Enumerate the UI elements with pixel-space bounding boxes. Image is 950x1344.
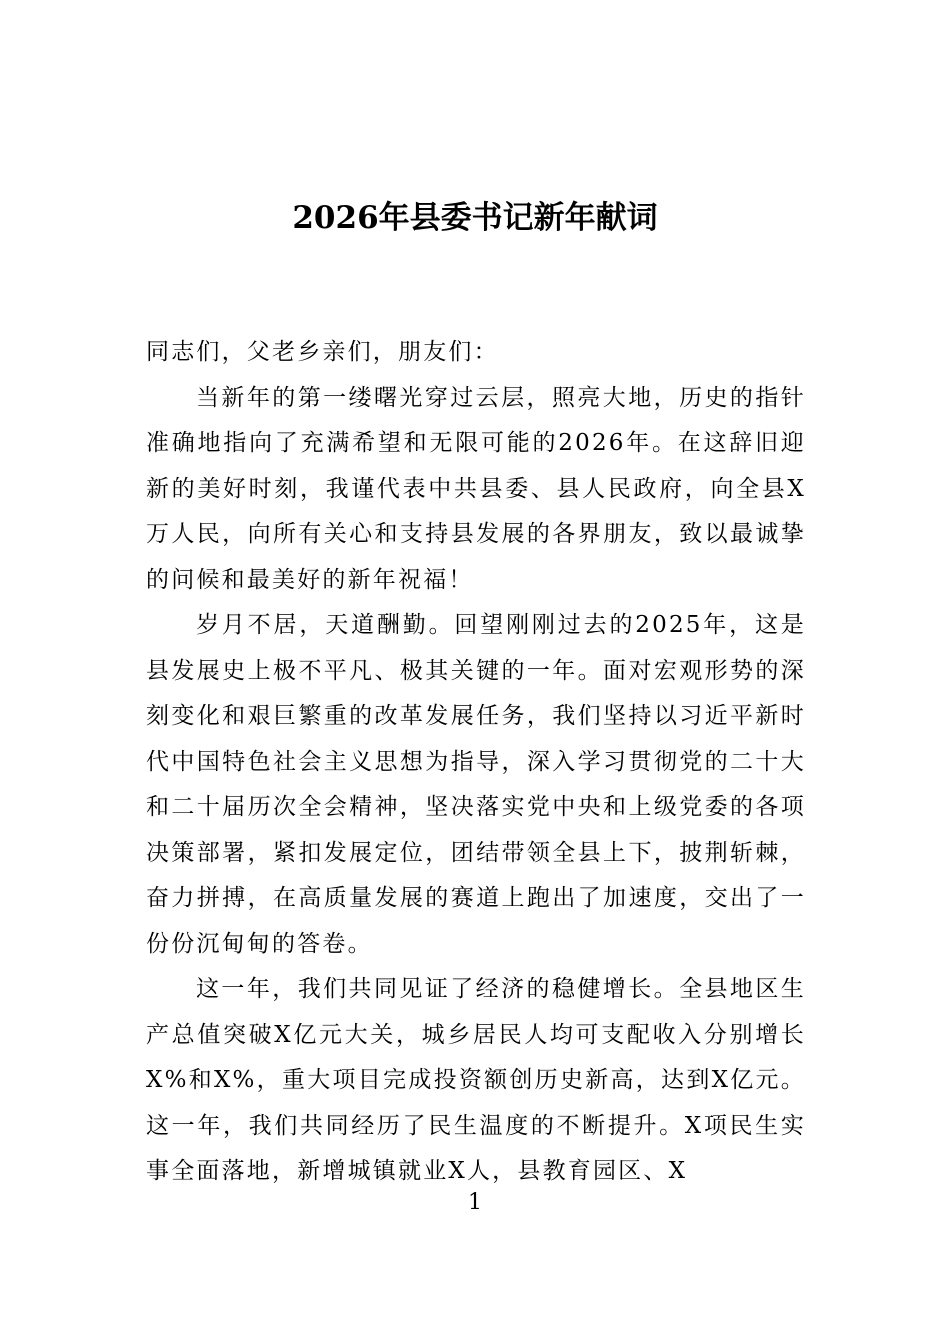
- paragraph: 岁月不居，天道酬勤。回望刚刚过去的2025年，这是县发展史上极不平凡、极其关键的一年。面对宏观形势的深刻变化和艰巨繁重的改革发展任务，我们坚持以习近平新时代中国特色社会主义思想为指导，深入学习贯彻党的二十大和二十届历次全会精神，坚决落实党中央和上级党委的各项决策部署，紧扣发展定位，团结带领全县上下，披荆斩棘，奋力拼搏，在高质量发展的赛道上跑出了加速度，交出了一份份沉甸甸的答卷。: [146, 612, 806, 957]
- paragraph: 当新年的第一缕曙光穿过云层，照亮大地，历史的指针准确地指向了充满希望和无限可能的2026年。在这辞旧迎新的美好时刻，我谨代表中共县委、县人民政府，向全县X万人民，向所有关心和支持县发展的各界朋友，致以最诚挚的问候和最美好的新年祝福！: [146, 384, 806, 593]
- paragraph: 这一年，我们共同见证了经济的稳健增长。全县地区生产总值突破X亿元大关，城乡居民人均可支配收入分别增长X%和X%，重大项目完成投资额创历史新高，达到X亿元。这一年，我们共同经历了民生温度的不断提升。X项民生实事全面落地，新增城镇就业X人，县教育园区、X: [146, 976, 806, 1184]
- salutation: 同志们，父老乡亲们，朋友们：: [146, 339, 499, 365]
- page-number: 1: [468, 1190, 482, 1215]
- document-body: [146, 330, 806, 1195]
- document-title: 2026年县委书记新年献词: [292, 200, 658, 236]
